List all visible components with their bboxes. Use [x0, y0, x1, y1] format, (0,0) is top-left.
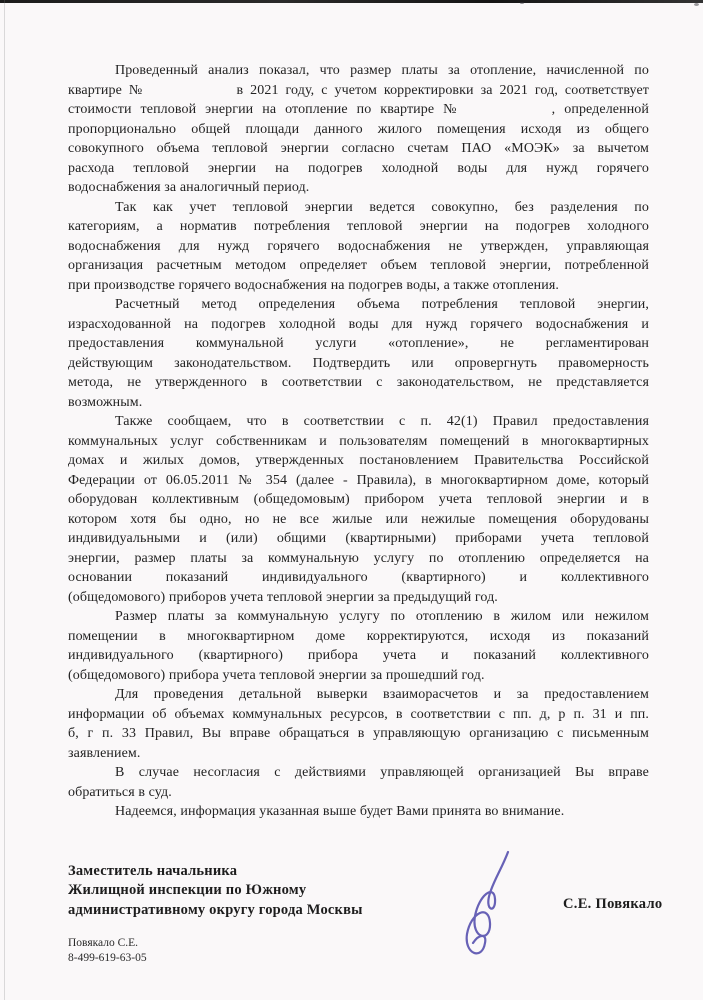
text-line: Для проведения детальной выверки взаиморасчетов и за предоставлением: [115, 687, 649, 702]
text-line: водоснабжения для нужд горячего водоснабжения не утвержден, управляющая: [68, 238, 649, 254]
paragraph: [68, 685, 649, 763]
text-line: совокупного объема тепловой энергии согласно счетам ПАО «МОЭК» за вычетом: [68, 141, 649, 156]
paragraph: [68, 802, 649, 822]
scan-speck: [694, 3, 699, 6]
text-line: информации об объемах коммунальных ресурсов, в соответствии с пп. д, р п. 31 и пп.: [68, 706, 649, 722]
text-line: Федерации от 06.05.2011 № 354 (далее - Правила), в многоквартирном доме, который: [68, 472, 649, 488]
text-line: расхода тепловой энергии на подогрев холодной воды для нужд горячего: [68, 160, 649, 176]
executor-phone: 8-499-619-63-05: [68, 951, 147, 964]
text-line: израсходованной на подогрев холодной воды для нужд горячего водоснабжения и: [68, 316, 649, 332]
text-line: предоставления коммунальной услуги «отопление», не регламентирован: [68, 336, 649, 351]
signer-position-block: [68, 862, 363, 920]
scan-border-left: [4, 0, 5, 1000]
text-line: (общедомового) прибора учета тепловой энергии за прошедший год.: [68, 667, 485, 683]
paragraph: [68, 295, 649, 412]
text-line: Надеемся, информация указанная выше будет Вами принята во внимание.: [115, 804, 565, 819]
text-line: метода, не утвержденного в соответствии с законодательством, не представляется: [68, 375, 649, 390]
signature-ink: [438, 842, 530, 968]
signer-position-line: Заместитель начальника: [68, 863, 238, 879]
text-line: организация расчетным методом определяет объем тепловой энергии, потребленной: [68, 258, 649, 273]
signer-position-line: Жилищной инспекции по Южному: [68, 882, 307, 899]
paragraph: [68, 607, 649, 685]
text-line: обратиться в суд.: [68, 784, 172, 800]
text-line: котором хотя бы одно, но не все жилые или нежилые помещения оборудованы: [68, 511, 649, 527]
text-line: индивидуального (квартирного) прибора учета и показаний коллективного: [68, 648, 649, 663]
text-line: категориям, а норматив потребления тепловой энергии на подогрев холодного: [68, 219, 649, 234]
text-line: возможным.: [68, 394, 143, 410]
text-line: помещении в многоквартирном доме корректируются, исходя из показаний: [68, 628, 649, 644]
text-line: коммунальных услуг собственникам и пользователям помещений в многоквартирных: [68, 433, 649, 449]
text-line: стоимости тепловой энергии на отопление по квартире № , определенной: [68, 102, 649, 117]
text-line: пропорционально общей площади данного жилого помещения исходя из общего: [68, 121, 649, 137]
text-line: энергии, размер платы за коммунальную услугу по отоплению определяется на: [68, 550, 649, 566]
text-line: домах и жилых домов, утвержденных постановлением Правительства Российской: [68, 453, 649, 468]
scan-speck: [520, 2, 524, 4]
text-line: водоснабжения за аналогичный период.: [68, 180, 310, 195]
text-line: В случае несогласия с действиями управляющей организацией Вы вправе: [115, 765, 649, 780]
text-line: б, г п. 33 Правил, Вы вправе обращаться в управляющую организацию с письменным: [68, 726, 649, 741]
paragraph: [68, 412, 649, 607]
paragraph: [68, 61, 649, 198]
paragraph: [68, 763, 649, 802]
text-line: (общедомового) приборов учета тепловой энергии за предыдущий год.: [68, 589, 498, 605]
text-line: Размер платы за коммунальную услугу по отоплению в жилом или нежилом: [115, 609, 649, 624]
text-line: Так как учет тепловой энергии ведется совокупно, без разделения по: [115, 199, 649, 215]
signer-position-line: административному округу города Москвы: [68, 901, 363, 918]
text-line: индивидуальными и (или) общими (квартирными) приборами учета тепловой: [68, 531, 649, 546]
text-line: Проведенный анализ показал, что размер платы за отопление, начисленной по: [115, 63, 649, 78]
text-line: при производстве горячего водоснабжения на подогрев воды, а также отопления.: [68, 277, 560, 293]
scan-border-top: [0, 0, 703, 3]
executor-name: Повякало С.Е.: [68, 937, 139, 949]
letter-body: [68, 61, 649, 822]
text-line: оборудован коллективным (общедомовым) прибором учета тепловой энергии и в: [68, 492, 649, 507]
text-line: Также сообщаем, что в соответствии с п. 42(1) Правил предоставления: [115, 414, 649, 429]
text-line: Расчетный метод определения объема потребления тепловой энергии,: [115, 297, 649, 312]
text-line: заявлением.: [68, 745, 141, 761]
text-line: действующим законодательством. Подтвердить или опровергнуть правомерность: [68, 355, 649, 371]
executor-block: [68, 936, 147, 965]
signer-name: С.Е. Повякало: [563, 896, 663, 912]
paragraph: [68, 198, 649, 296]
text-line: основании показаний индивидуального (квартирного) и коллективного: [68, 570, 649, 585]
text-line: квартире № в 2021 году, с учетом корректировки за 2021 год, соответствует: [68, 82, 649, 98]
